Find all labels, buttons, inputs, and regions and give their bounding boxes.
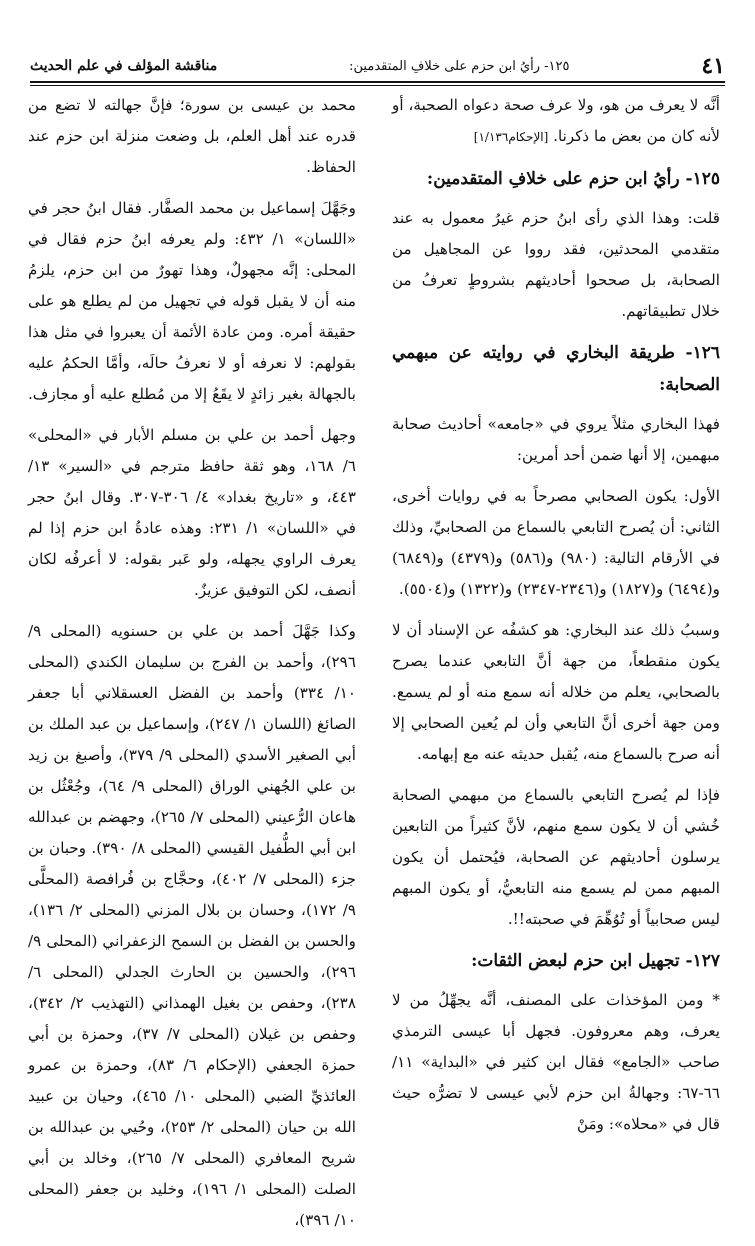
left-column [28, 90, 356, 1246]
paragraph [392, 90, 720, 153]
section-heading-126: ١٢٦- طريقة البخاري في روايته عن مبهمي الصحابة: [392, 343, 720, 395]
paragraph: قلت: وهذا الذي رأى ابنُ حزم غيرُ معمول به عند متقدمي المحدثين، فقد رووا عن المجاهيل من الصحابة، بل صححوا أحاديثهم بشروطٍ تعرفُ من خلال تطبيقاتهم. [392, 209, 720, 320]
right-column [392, 90, 720, 1150]
paragraph: * ومن المؤخذات على المصنف، أنَّه يجهِّلُ من لا يعرف، وهم معروفون. فجهل أبا عيسى الترمذي صاحب «الجامع» فقال ابن كثير في «البداية» ١١/ ٦٦-٦٧: وجهالةُ ابن حزم لأبي عيسى لا تضرُّه حيث قال في «محلاه»: ومَنْ [392, 991, 720, 1133]
paragraph: الأول: يكون الصحابي مصرحاً به في روايات أخرى، الثاني: أن يُصرح التابعي بالسماع من الصحابيِّ، وذلك في الأرقام التالية: (٩٨٠) و(٥٨٦) و(٤٣٧٩) و(٦٨٤٩) و(٦٤٩٤) و(١٨٢٧) و(٢٣٤٦-٢٣٤٧) و(١٣٢٢) و(٥٥٠٤). [392, 487, 720, 598]
running-title: ١٢٥- رأيُ ابن حزم على خلافِ المتقدمين: [349, 58, 570, 74]
paragraph: وسببُ ذلك عند البخاري: هو كشفُه عن الإسناد أن لا يكون منقطعاً، من جهة أنَّ التابعي عندما يصرح بالصحابي، يعلم من خلاله أنه سمع منه أو لم يسمع. ومن جهة أخرى أنَّ التابعي وأن لم يُعين الصحابي إلا أنه صرح بالسماع منه، يُقبل حديثه عنه مع إبهامه. [392, 621, 720, 763]
paragraph-text: أنَّه لا يعرف من هو، ولا عرف صحة دعواه الصحبة، أو لأنه كان من بعض ما ذكرنا. [392, 96, 720, 145]
paragraph: فإذا لم يُصرح التابعي بالسماع من مبهمي الصحابة خُشي أن لا يكون سمع منهم، لأنَّ كثيراً من التابعين يرسلون أحاديثهم عن الصحابة، فيُحتمل أن يكون المبهم ممن لم يسمع منه التابعيُّ، أو يكون المبهم ليس صحابياً أو تُوُهِّمَ في صحبته!!. [392, 786, 720, 928]
header-rule-thin [30, 85, 725, 86]
page-number: ٤١ [701, 53, 725, 79]
book-title: مناقشة المؤلف في علم الحديث [30, 58, 218, 74]
header-rule-thick [30, 81, 725, 83]
paragraph: وكذا جَهَّلَ أحمد بن علي بن حسنويه (المحلى ٩/ ٢٩٦)، وأحمد بن الفرج بن سليمان الكندي (المحلى ١٠/ ٣٣٤) وأحمد بن الفضل العسقلاني أبا جعفر الصائغ (اللسان ١/ ٢٤٧)، وإسماعيل بن عبد الملك بن أبي الصغير الأسدي (المحلى ٩/ ٣٧٩)، وأصبغ بن زيد بن علي الجُهني الوراق (المحلى ٩/ ٦٤)، وجُعْثُل بن هاعان الرُّعيني (المحلى ٧/ ٢٦٥)، وجهضم بن عبدالله ابن أبي الطُّفيل القيسي (المحلى ٨/ ٣٩٠). وحبان بن جزء (المحلى ٧/ ٤٠٢)، وحجَّاج بن فُرافصة (المحلَّى ٩/ ١٧٢)، وحسان بن بلال المزني (المحلى ٢/ ١٣٦)، والحسن بن الفضل بن السمح الزعفراني (المحلى ٩/ ٢٩٦)، والحسين بن الحارث الجدلي (المحلى ٦/ ٢٣٨)، وحفص بن بغيل الهمذاني (التهذيب ٢/ ٣٤٢)، وحفص بن غيلان (المحلى ٧/ ٣٧)، وحمزة بن أبي حمزة الجعفي (الإحكام ٦/ ٨٣)، وحمزة بن عمرو العائذيِّ الضبي (المحلى ١٠/ ٤٦٥)، وحيان بن عبيد الله بن حيان (المحلى ٢/ ٢٥٣)، وحُيي بن عبدالله بن شريح المعافري (المحلى ٧/ ٢٦٥)، وخالد بن أبي الصلت (المحلى ١/ ١٩٦)، وخليد بن جعفر (المحلى ١٠/ ٣٩٦)، [28, 622, 357, 1229]
section-heading-127: ١٢٧- تجهيل ابن حزم لبعض الثقات: [471, 951, 720, 971]
section-heading-125: ١٢٥- رأيُ ابن حزم على خلافِ المتقدمين: [426, 169, 720, 189]
paragraph: محمد بن عيسى بن سورة؛ فإنَّ جهالته لا تضع من قدره عند أهل العلم، بل وضعت منزلة ابن حزم عند الحفاظ. [28, 96, 356, 176]
page-header [30, 52, 725, 80]
paragraph: فهذا البخاري مثلاً يروي في «جامعه» أحاديث صحابة مبهمين، إلا أنها ضمن أحد أمرين: [392, 415, 720, 464]
paragraph: وجهل أحمد بن علي بن مسلم الأبار في «المحلى» ٦/ ١٦٨، وهو ثقة حافظ مترجم في «السير» ١٣/ ٤٤٣، و «تاريخ بغداد» ٤/ ٣٠٦-٣٠٧. وقال ابنُ حجر في «اللسان» ١/ ٢٣١: وهذه عادةُ ابن حزم إذا لم يعرف الراوي يجهله، ولو عَبر بقوله: لا أعرفُه لكان أنصف، لكن التوفيق عزيزٌ. [28, 426, 356, 599]
paragraph: وجَهَّلَ إسماعيل بن محمد الصفَّار. فقال ابنُ حجر في «اللسان» ١/ ٤٣٢: ولم يعرفه ابنُ حزم فقال في المحلى: إنَّه مجهولٌ، وهذا تهورٌ من ابن حزم، يلزمُ منه أن لا يقبل قوله في تجهيل من لم يطلع هو على حقيقة أمره. ومن عادة الأئمة أن يعبروا في مثل هذا بقولهم: لا نعرفه أو لا نعرفُ حالَه، وأمَّا الحكمُ عليه بالجهالة بغير زائدٍ لا يقَعُ إلا من مُطلع عليه أو مجازف. [27, 199, 356, 403]
citation: [الإحكام١/١٣٦] [473, 130, 549, 144]
